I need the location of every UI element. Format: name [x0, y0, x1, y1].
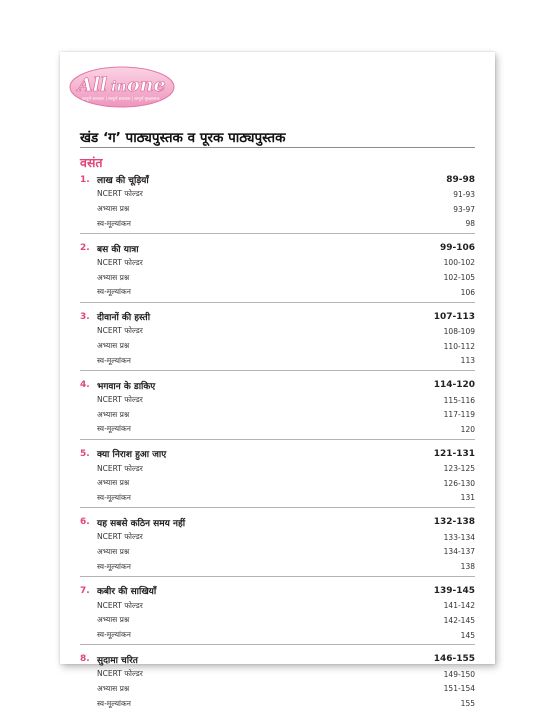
subsection-label: NCERT फोल्डर — [97, 189, 143, 199]
svg-text:in: in — [111, 79, 127, 95]
chapter-entry — [80, 446, 475, 508]
subsection-page-range: 113 — [460, 356, 475, 366]
chapter-entry — [80, 309, 475, 371]
subsection-label: NCERT फोल्डर — [97, 395, 143, 405]
subsection-page-range: 133-134 — [443, 532, 475, 542]
chapter-title: क्या निराश हुआ जाए — [97, 450, 167, 461]
chapter-title-row — [80, 309, 475, 324]
subsection-row — [80, 202, 475, 217]
chapter-title-row — [80, 241, 475, 256]
subsection-row — [80, 461, 475, 476]
subsection-label: स्व-मूल्यांकन — [97, 424, 131, 434]
subsection-row — [80, 216, 475, 231]
chapter-title: भगवान के डाकिए — [97, 381, 156, 392]
subsection-page-range: 138 — [460, 562, 475, 572]
subsection-row — [80, 324, 475, 339]
subsection-page-range: 100-102 — [443, 258, 475, 268]
subsection-page-range: 102-105 — [443, 273, 475, 283]
subsection-row — [80, 545, 475, 560]
subsection-label: स्व-मूल्यांकन — [97, 218, 131, 228]
chapter-page-range: 139-145 — [433, 585, 475, 596]
chapter-divider — [80, 370, 475, 371]
chapter-number: 7. — [80, 585, 90, 596]
subsection-label: NCERT फोल्डर — [97, 669, 143, 679]
section-divider — [80, 147, 475, 148]
subsection-page-range: 98 — [465, 219, 475, 229]
subsection-label: अभ्यास प्रश्न — [97, 272, 130, 282]
subsection-page-range: 108-109 — [443, 326, 475, 336]
subsection-label: NCERT फोल्डर — [97, 463, 143, 473]
allinone-logo — [68, 65, 176, 109]
subsection-row — [80, 339, 475, 354]
subsection-row — [80, 598, 475, 613]
chapter-title: लाख की चूड़ियाँ — [97, 176, 149, 186]
subsection-row — [80, 613, 475, 628]
chapter-divider — [80, 644, 475, 645]
chapter-page-range: 89-98 — [446, 174, 475, 185]
subsection-row — [80, 256, 475, 271]
subsection-label: अभ्यास प्रश्न — [97, 341, 130, 351]
subsection-row — [80, 530, 475, 545]
chapter-page-range: 132-138 — [433, 517, 475, 528]
subsection-page-range: 110-112 — [443, 341, 475, 351]
subsection-label: स्व-मूल्यांकन — [97, 492, 131, 502]
subsection-row — [80, 682, 475, 697]
subsection-page-range: 123-125 — [443, 464, 475, 474]
subsection-page-range: 126-130 — [443, 478, 475, 488]
chapter-divider — [80, 302, 475, 303]
subsection-row — [80, 491, 475, 506]
chapter-entry — [80, 172, 475, 234]
subsection-label: अभ्यास प्रश्न — [97, 204, 130, 214]
subsection-row — [80, 667, 475, 682]
chapter-title: यह सबसे कठिन समय नहीं — [97, 518, 186, 529]
subsection-row — [80, 270, 475, 285]
chapter-page-range: 146-155 — [433, 654, 475, 665]
chapter-title-row — [80, 583, 475, 598]
chapter-title: दीवानों की हस्ती — [97, 313, 151, 324]
svg-text:सम्पूर्ण समाधान | सम्पूर्ण सफल: सम्पूर्ण समाधान | सम्पूर्ण सफलता | सम्पूर्ण सुरक्षात्मक — [82, 96, 160, 101]
subsection-page-range: 115-116 — [443, 395, 475, 405]
chapter-page-range: 99-106 — [439, 243, 475, 254]
subsection-page-range: 131 — [460, 493, 475, 503]
chapter-entry — [80, 652, 475, 711]
subsection-page-range: 155 — [460, 699, 475, 709]
svg-text:All: All — [78, 74, 108, 96]
section-heading: खंड ‘ग’ पाठ्यपुस्तक व पूरक पाठ्यपुस्तक — [80, 130, 286, 146]
subsection-label: NCERT फोल्डर — [97, 532, 143, 542]
subsection-row — [80, 187, 475, 202]
subsection-page-range: 151-154 — [443, 684, 475, 694]
chapter-title-row — [80, 446, 475, 461]
chapter-title-row — [80, 378, 475, 393]
subsection-label: अभ्यास प्रश्न — [97, 683, 130, 693]
subsection-row — [80, 393, 475, 408]
subsection-label: अभ्यास प्रश्न — [97, 478, 130, 488]
subsection-label: स्व-मूल्यांकन — [97, 630, 131, 640]
chapter-number: 3. — [80, 311, 90, 322]
subsection-label: स्व-मूल्यांकन — [97, 287, 131, 297]
chapter-page-range: 114-120 — [433, 380, 475, 391]
subsection-page-range: 93-97 — [453, 204, 475, 214]
subsection-page-range: 145 — [460, 630, 475, 640]
subsection-page-range: 149-150 — [443, 669, 475, 679]
subsection-row — [80, 696, 475, 711]
subsection-page-range: 106 — [460, 287, 475, 297]
chapter-number: 4. — [80, 380, 90, 391]
chapter-entry — [80, 378, 475, 440]
book-title: वसंत — [80, 155, 103, 170]
subsection-label: अभ्यास प्रश्न — [97, 615, 130, 625]
subsection-row — [80, 354, 475, 369]
subsection-page-range: 134-137 — [443, 547, 475, 557]
chapter-entry — [80, 583, 475, 645]
subsection-page-range: 91-93 — [453, 189, 475, 199]
chapter-divider — [80, 233, 475, 234]
subsection-label: NCERT फोल्डर — [97, 600, 143, 610]
chapter-divider — [80, 507, 475, 508]
toc-page — [60, 52, 495, 709]
subsection-row — [80, 285, 475, 300]
chapter-entry — [80, 241, 475, 303]
subsection-row — [80, 407, 475, 422]
chapter-divider — [80, 439, 475, 440]
chapter-title: बस की यात्रा — [97, 244, 139, 255]
subsection-row — [80, 476, 475, 491]
chapter-number: 2. — [80, 243, 90, 254]
chapter-divider — [80, 576, 475, 577]
chapter-title-row — [80, 652, 475, 667]
chapter-page-range: 107-113 — [433, 311, 475, 322]
subsection-page-range: 142-145 — [443, 615, 475, 625]
subsection-label: स्व-मूल्यांकन — [97, 355, 131, 365]
chapter-number: 6. — [80, 517, 90, 528]
subsection-row — [80, 628, 475, 643]
subsection-label: स्व-मूल्यांकन — [97, 698, 131, 708]
subsection-row — [80, 559, 475, 574]
subsection-label: अभ्यास प्रश्न — [97, 546, 130, 556]
subsection-row — [80, 422, 475, 437]
chapter-title-row — [80, 515, 475, 530]
subsection-label: NCERT फोल्डर — [97, 326, 143, 336]
subsection-page-range: 117-119 — [443, 410, 475, 420]
chapter-title: सुदामा चरित — [97, 655, 138, 666]
subsection-label: स्व-मूल्यांकन — [97, 561, 131, 571]
svg-text:one: one — [127, 74, 166, 96]
subsection-page-range: 120 — [460, 424, 475, 434]
chapter-number: 1. — [80, 174, 90, 185]
subsection-page-range: 141-142 — [443, 601, 475, 611]
chapter-number: 5. — [80, 448, 90, 459]
subsection-label: NCERT फोल्डर — [97, 257, 143, 267]
chapter-page-range: 121-131 — [433, 448, 475, 459]
table-of-contents — [80, 172, 475, 718]
subsection-label: अभ्यास प्रश्न — [97, 409, 130, 419]
chapter-title: कबीर की साखियाँ — [97, 587, 157, 598]
chapter-number: 8. — [80, 654, 90, 665]
chapter-entry — [80, 515, 475, 577]
chapter-title-row — [80, 172, 475, 187]
